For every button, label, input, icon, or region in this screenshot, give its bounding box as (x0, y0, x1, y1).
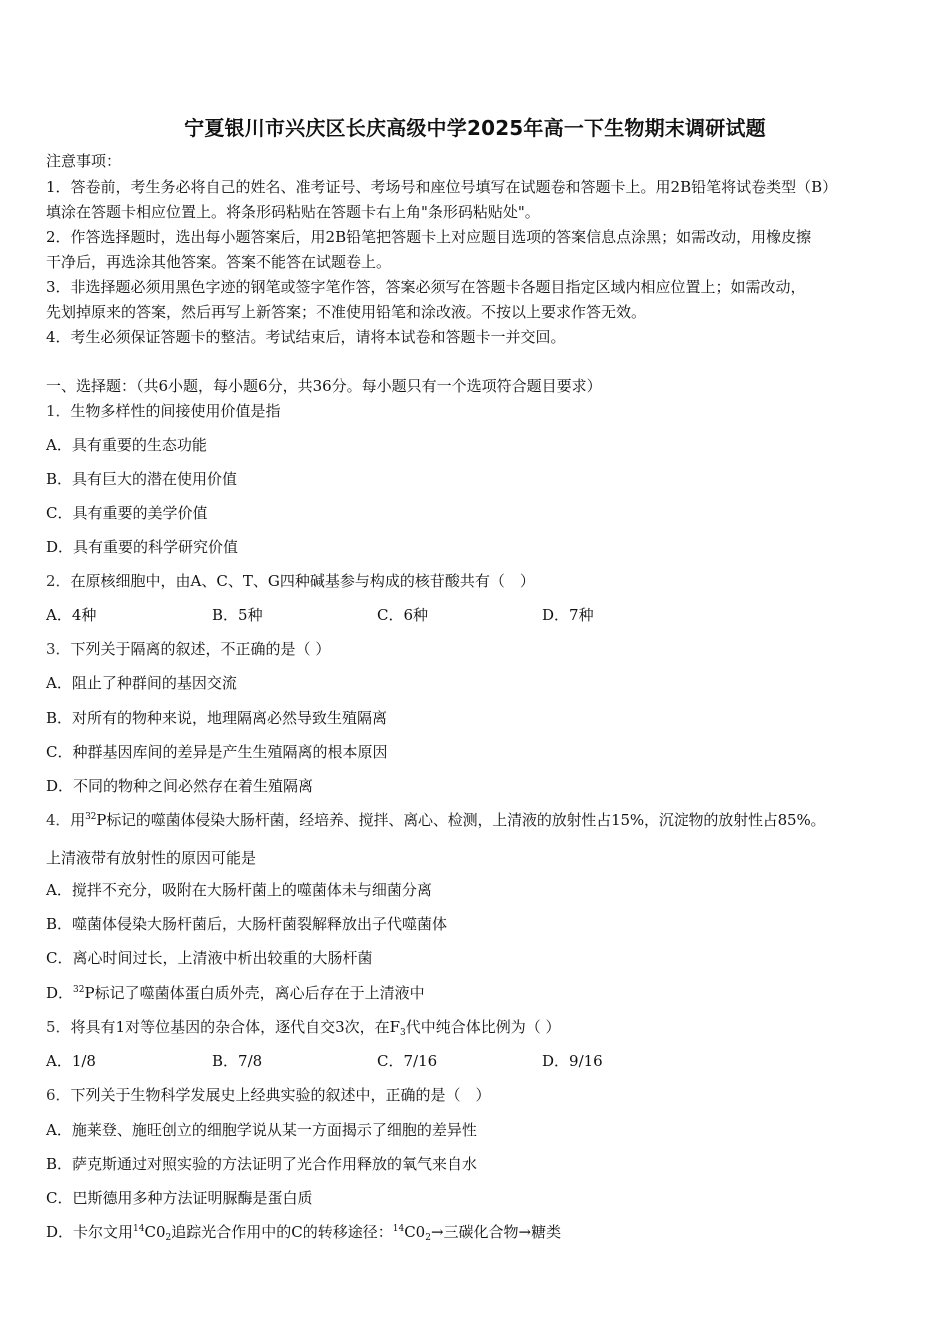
option-text: →三碳化合物→糖类 (430, 1223, 562, 1241)
question-1 (46, 401, 906, 421)
option-text: P标记了噬菌体蛋白质外壳，离心后存在于上清液中 (84, 984, 425, 1002)
q1-option-c: C．具有重要的美学价值 (46, 504, 208, 522)
q4-option-d (46, 983, 906, 1003)
notice-line: 4．考生必须保证答题卡的整洁。考试结束后，请将本试卷和答题卡一并交回。 (46, 328, 566, 346)
question-number: 2． (46, 572, 71, 590)
isotope-superscript: 32 (85, 812, 97, 822)
q5-option-d: D．9/16 (542, 1052, 603, 1070)
question-number: 3． (46, 640, 71, 658)
formula-text: C0 (404, 1223, 426, 1241)
notice-line: 1．答卷前，考生务必将自己的姓名、准考证号、考场号和座位号填写在试题卷和答题卡上。用2B铅笔将试卷类型（B） (46, 178, 838, 196)
question-5 (46, 1017, 906, 1037)
question-number: 6． (46, 1086, 71, 1104)
question-4 (46, 810, 906, 830)
page-title: 宁夏银川市兴庆区长庆高级中学2025年高一下生物期末调研试题 (184, 116, 766, 140)
question-stem-post: P标记的噬菌体侵染大肠杆菌，经培养、搅拌、离心、检测，上清液的放射性占15%，沉淀物的放射性占85%。 (96, 811, 826, 829)
question-number: 4． (46, 811, 71, 829)
question-stem-pre: 将具有1对等位基因的杂合体，逐代自交3次，在F (70, 1018, 401, 1036)
q5-option-c: C．7/16 (377, 1052, 438, 1070)
q3-option-a: A．阻止了种群间的基因交流 (46, 674, 237, 692)
question-number: 1． (46, 402, 71, 420)
q2-option-d: D．7种 (542, 606, 594, 624)
isotope-superscript: 32 (73, 985, 85, 995)
q5-option-b: B．7/8 (212, 1052, 263, 1070)
q2-option-b: B．5种 (212, 606, 263, 624)
question-stem: 在原核细胞中，由A、C、T、G四种碱基参与构成的核苷酸共有（ ） (70, 572, 535, 590)
q1-option-b: B．具有巨大的潜在使用价值 (46, 470, 238, 488)
formula-subscript: 2 (425, 1233, 431, 1243)
q3-option-b: B．对所有的物种来说，地理隔离必然导致生殖隔离 (46, 709, 388, 727)
notice-line: 2．作答选择题时，选出每小题答案后，用2B铅笔把答题卡上对应题目选项的答案信息点涂黑；如需改动，用橡皮擦 (46, 228, 812, 246)
notice-line: 填涂在答题卡相应位置上。将条形码粘贴在答题卡右上角"条形码粘贴处"。 (46, 203, 540, 221)
q1-option-a: A．具有重要的生态功能 (46, 436, 207, 454)
notice-heading: 注意事项： (46, 152, 122, 170)
notice-line: 干净后，再选涂其他答案。答案不能答在试题卷上。 (46, 253, 392, 271)
question-stem-post: 代中纯合体比例为（ ） (405, 1018, 561, 1036)
generation-subscript: 3 (400, 1028, 406, 1038)
question-stem: 下列关于隔离的叙述，不正确的是（ ） (70, 640, 331, 658)
option-prefix: D．卡尔文用 (46, 1223, 134, 1241)
question-3 (46, 639, 906, 659)
q6-option-d (46, 1222, 906, 1242)
question-6 (46, 1085, 906, 1105)
isotope-superscript: 14 (392, 1224, 405, 1234)
q5-option-a: A．1/8 (46, 1052, 96, 1070)
option-prefix: D． (46, 984, 74, 1002)
notice-line: 先划掉原来的答案，然后再写上新答案；不准使用铅笔和涂改液。不按以上要求作答无效。 (46, 303, 647, 321)
q3-option-d: D．不同的物种之间必然存在着生殖隔离 (46, 777, 314, 795)
formula-text: C0 (144, 1223, 166, 1241)
option-text: 追踪光合作用中的C的转移途径： (171, 1223, 393, 1241)
question-2 (46, 571, 906, 591)
q4-option-b: B．噬菌体侵染大肠杆菌后，大肠杆菌裂解释放出子代噬菌体 (46, 915, 448, 933)
q6-option-c: C．巴斯德用多种方法证明脲酶是蛋白质 (46, 1189, 313, 1207)
question-stem-pre: 用 (70, 811, 86, 829)
isotope-superscript: 14 (133, 1224, 145, 1234)
q3-option-c: C．种群基因库间的差异是产生生殖隔离的根本原因 (46, 743, 388, 761)
q2-option-a: A．4种 (46, 606, 97, 624)
q4-option-a: A．搅拌不充分，吸附在大肠杆菌上的噬菌体未与细菌分离 (46, 881, 432, 899)
question-stem: 下列关于生物科学发展史上经典实验的叙述中，正确的是（ ） (70, 1086, 491, 1104)
q2-option-c: C．6种 (377, 606, 429, 624)
q4-option-c: C．离心时间过长，上清液中析出较重的大肠杆菌 (46, 949, 373, 967)
question-number: 5． (46, 1018, 71, 1036)
q6-option-a: A．施莱登、施旺创立的细胞学说从某一方面揭示了细胞的差异性 (46, 1121, 477, 1139)
q1-option-d: D．具有重要的科学研究价值 (46, 538, 239, 556)
formula-subscript: 2 (165, 1233, 172, 1243)
question-4-continued: 上清液带有放射性的原因可能是 (46, 849, 257, 867)
q6-option-b: B．萨克斯通过对照实验的方法证明了光合作用释放的氧气来自水 (46, 1155, 478, 1173)
notice-line: 3．非选择题必须用黑色字迹的钢笔或签字笔作答，答案必须写在答题卡各题目指定区域内相应位置上；如需改动， (46, 278, 806, 296)
question-stem: 生物多样性的间接使用价值是指 (70, 402, 281, 420)
section-heading: 一、选择题：（共6小题，每小题6分，共36分。每小题只有一个选项符合题目要求） (46, 377, 602, 395)
